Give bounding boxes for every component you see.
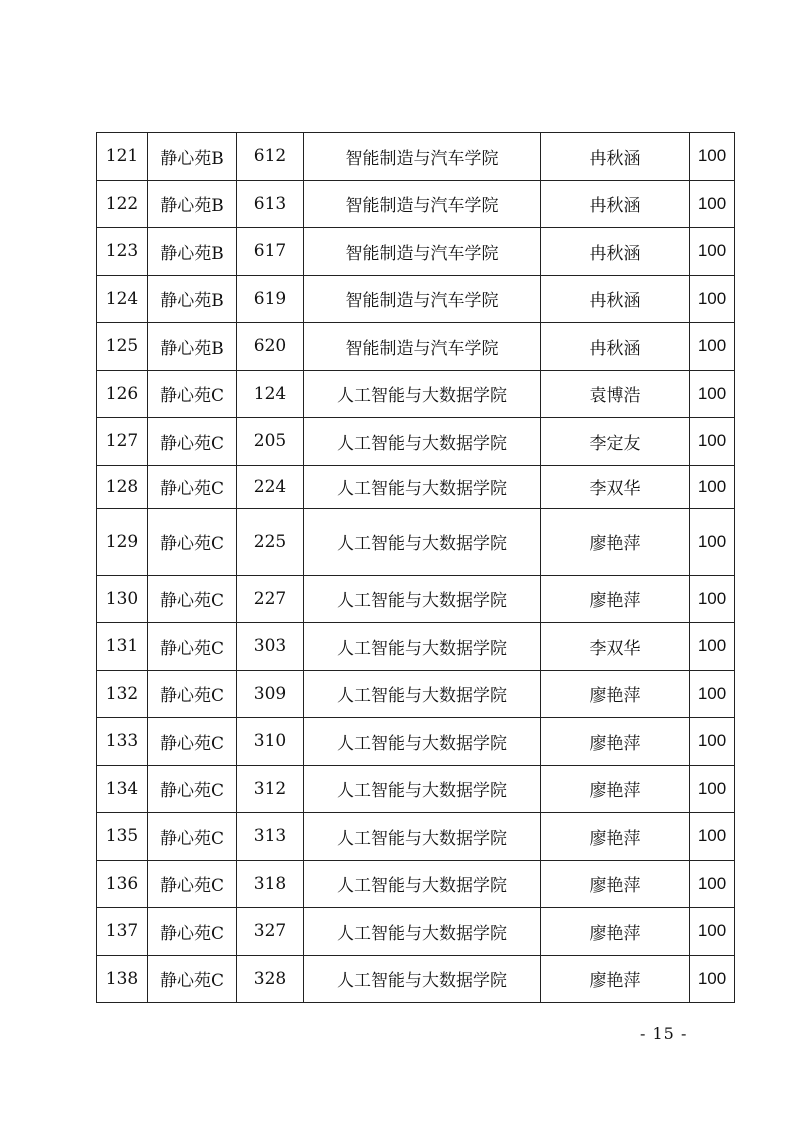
dormitory-score-table <box>96 132 735 1003</box>
cell-college: 人工智能与大数据学院 <box>304 623 541 671</box>
cell-college: 人工智能与大数据学院 <box>304 465 541 508</box>
cell-college: 人工智能与大数据学院 <box>304 370 541 418</box>
cell-room: 613 <box>237 180 304 228</box>
table-row <box>97 323 735 371</box>
dormitory-score-table-container <box>96 132 734 1003</box>
cell-index: 127 <box>97 418 148 466</box>
cell-building: 静心苑B <box>148 228 237 276</box>
cell-building: 静心苑C <box>148 623 237 671</box>
cell-person: 廖艳萍 <box>541 508 690 575</box>
cell-person: 李定友 <box>541 418 690 466</box>
cell-college: 人工智能与大数据学院 <box>304 860 541 908</box>
cell-building: 静心苑C <box>148 465 237 508</box>
table-row <box>97 133 735 181</box>
table-row <box>97 180 735 228</box>
table-row <box>97 908 735 956</box>
cell-room: 310 <box>237 718 304 766</box>
cell-score: 100 <box>690 508 735 575</box>
cell-building: 静心苑B <box>148 275 237 323</box>
cell-building: 静心苑C <box>148 765 237 813</box>
table-row <box>97 718 735 766</box>
cell-person: 廖艳萍 <box>541 765 690 813</box>
cell-room: 313 <box>237 813 304 861</box>
cell-room: 312 <box>237 765 304 813</box>
cell-college: 智能制造与汽车学院 <box>304 275 541 323</box>
cell-college: 人工智能与大数据学院 <box>304 575 541 623</box>
cell-index: 133 <box>97 718 148 766</box>
cell-college: 智能制造与汽车学院 <box>304 228 541 276</box>
cell-person: 冉秋涵 <box>541 133 690 181</box>
cell-room: 227 <box>237 575 304 623</box>
cell-index: 128 <box>97 465 148 508</box>
cell-college: 人工智能与大数据学院 <box>304 955 541 1003</box>
cell-college: 智能制造与汽车学院 <box>304 133 541 181</box>
cell-person: 廖艳萍 <box>541 670 690 718</box>
cell-index: 136 <box>97 860 148 908</box>
cell-index: 137 <box>97 908 148 956</box>
cell-building: 静心苑B <box>148 180 237 228</box>
cell-person: 袁博浩 <box>541 370 690 418</box>
table-row <box>97 228 735 276</box>
cell-building: 静心苑C <box>148 670 237 718</box>
cell-score: 100 <box>690 575 735 623</box>
cell-room: 303 <box>237 623 304 671</box>
cell-score: 100 <box>690 275 735 323</box>
table-row <box>97 623 735 671</box>
table-row <box>97 955 735 1003</box>
cell-room: 328 <box>237 955 304 1003</box>
cell-index: 134 <box>97 765 148 813</box>
cell-person: 廖艳萍 <box>541 955 690 1003</box>
cell-score: 100 <box>690 323 735 371</box>
table-row <box>97 670 735 718</box>
cell-score: 100 <box>690 765 735 813</box>
cell-college: 人工智能与大数据学院 <box>304 813 541 861</box>
cell-index: 129 <box>97 508 148 575</box>
cell-room: 205 <box>237 418 304 466</box>
cell-room: 225 <box>237 508 304 575</box>
cell-building: 静心苑C <box>148 370 237 418</box>
cell-score: 100 <box>690 623 735 671</box>
page-number: - 15 - <box>640 1024 688 1043</box>
table-body <box>97 133 735 1003</box>
cell-room: 619 <box>237 275 304 323</box>
cell-score: 100 <box>690 860 735 908</box>
cell-score: 100 <box>690 718 735 766</box>
table-row <box>97 508 735 575</box>
cell-person: 廖艳萍 <box>541 860 690 908</box>
cell-room: 620 <box>237 323 304 371</box>
cell-score: 100 <box>690 465 735 508</box>
cell-person: 冉秋涵 <box>541 275 690 323</box>
cell-score: 100 <box>690 908 735 956</box>
cell-college: 人工智能与大数据学院 <box>304 718 541 766</box>
cell-index: 131 <box>97 623 148 671</box>
cell-person: 廖艳萍 <box>541 908 690 956</box>
cell-person: 廖艳萍 <box>541 813 690 861</box>
cell-person: 廖艳萍 <box>541 575 690 623</box>
cell-room: 309 <box>237 670 304 718</box>
cell-building: 静心苑B <box>148 323 237 371</box>
cell-person: 冉秋涵 <box>541 228 690 276</box>
table-row <box>97 575 735 623</box>
cell-college: 智能制造与汽车学院 <box>304 323 541 371</box>
cell-person: 李双华 <box>541 623 690 671</box>
cell-college: 人工智能与大数据学院 <box>304 508 541 575</box>
table-row <box>97 813 735 861</box>
cell-score: 100 <box>690 955 735 1003</box>
cell-building: 静心苑C <box>148 860 237 908</box>
cell-room: 224 <box>237 465 304 508</box>
cell-index: 124 <box>97 275 148 323</box>
cell-person: 李双华 <box>541 465 690 508</box>
cell-score: 100 <box>690 133 735 181</box>
table-row <box>97 275 735 323</box>
cell-college: 人工智能与大数据学院 <box>304 908 541 956</box>
cell-index: 123 <box>97 228 148 276</box>
cell-index: 132 <box>97 670 148 718</box>
cell-room: 327 <box>237 908 304 956</box>
table-row <box>97 465 735 508</box>
cell-score: 100 <box>690 370 735 418</box>
cell-building: 静心苑C <box>148 508 237 575</box>
cell-person: 冉秋涵 <box>541 180 690 228</box>
cell-score: 100 <box>690 670 735 718</box>
cell-score: 100 <box>690 228 735 276</box>
table-row <box>97 860 735 908</box>
cell-building: 静心苑B <box>148 133 237 181</box>
cell-college: 人工智能与大数据学院 <box>304 670 541 718</box>
table-row <box>97 765 735 813</box>
cell-score: 100 <box>690 813 735 861</box>
cell-room: 612 <box>237 133 304 181</box>
cell-index: 125 <box>97 323 148 371</box>
table-row <box>97 370 735 418</box>
table-row <box>97 418 735 466</box>
cell-score: 100 <box>690 418 735 466</box>
cell-index: 135 <box>97 813 148 861</box>
cell-index: 126 <box>97 370 148 418</box>
cell-building: 静心苑C <box>148 813 237 861</box>
cell-building: 静心苑C <box>148 418 237 466</box>
cell-college: 人工智能与大数据学院 <box>304 765 541 813</box>
cell-room: 617 <box>237 228 304 276</box>
cell-person: 冉秋涵 <box>541 323 690 371</box>
cell-score: 100 <box>690 180 735 228</box>
cell-index: 138 <box>97 955 148 1003</box>
cell-room: 124 <box>237 370 304 418</box>
cell-building: 静心苑C <box>148 955 237 1003</box>
cell-building: 静心苑C <box>148 718 237 766</box>
cell-person: 廖艳萍 <box>541 718 690 766</box>
cell-college: 人工智能与大数据学院 <box>304 418 541 466</box>
cell-building: 静心苑C <box>148 575 237 623</box>
cell-building: 静心苑C <box>148 908 237 956</box>
cell-college: 智能制造与汽车学院 <box>304 180 541 228</box>
cell-room: 318 <box>237 860 304 908</box>
cell-index: 130 <box>97 575 148 623</box>
cell-index: 122 <box>97 180 148 228</box>
cell-index: 121 <box>97 133 148 181</box>
